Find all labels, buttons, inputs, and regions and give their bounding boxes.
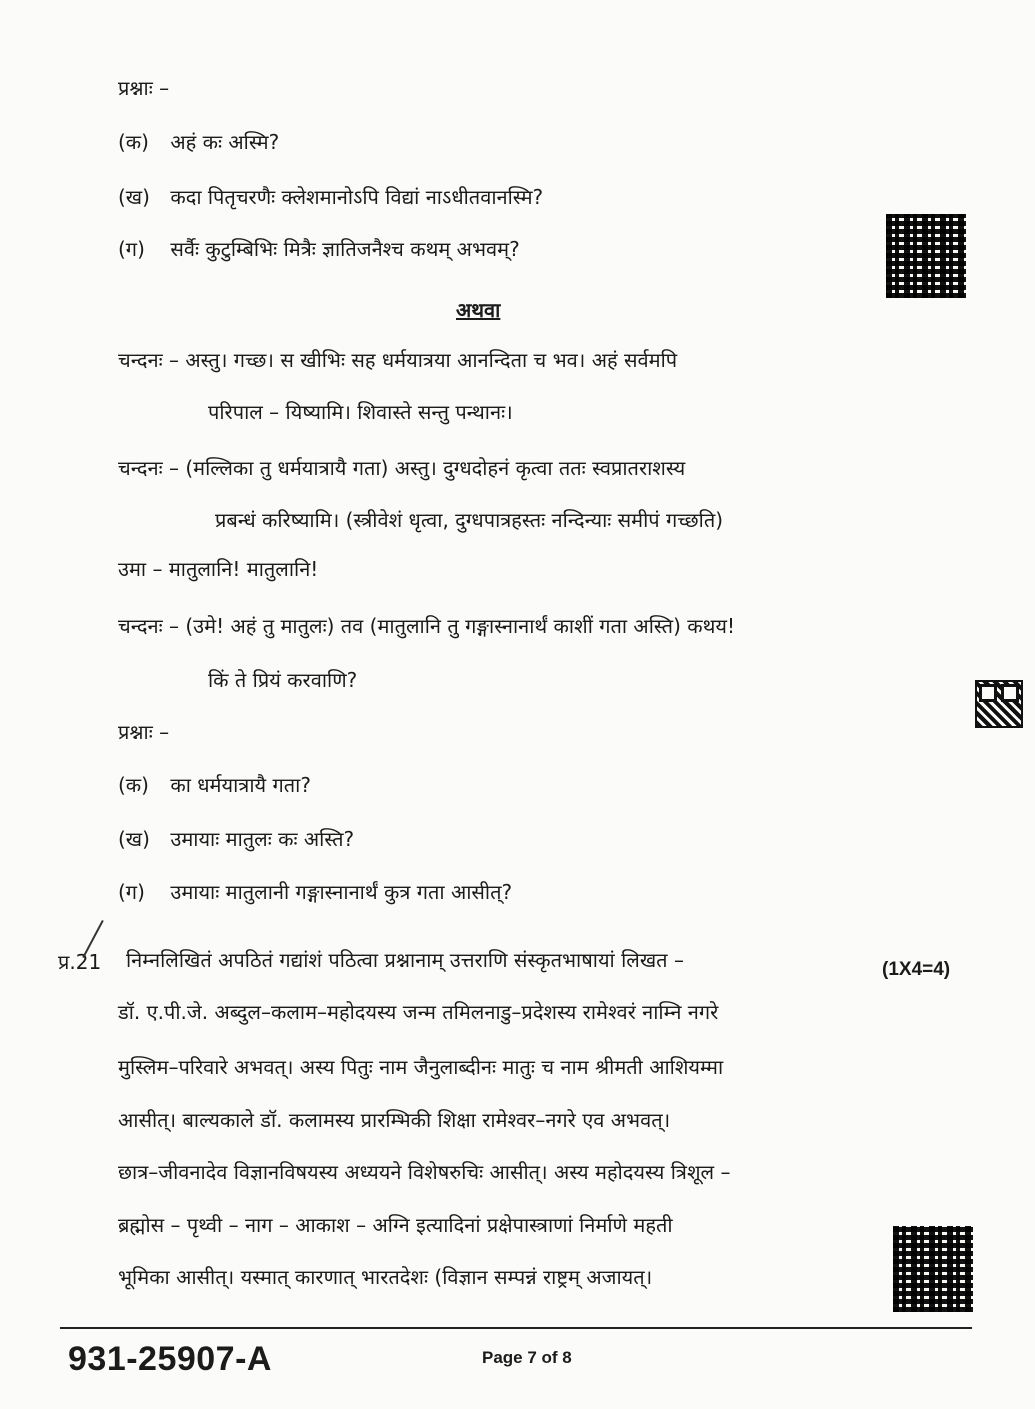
dialogue-line-4: प्रबन्धं करिष्यामि। (स्त्रीवेशं धृत्वा, दुग्धपात्रहस्तः नन्दिन्याः समीपं गच्छति) [215,508,724,532]
option-label: (ख) [118,185,150,209]
dialogue-line-1: चन्दनः – अस्तु। गच्छ। स खीभिः सह धर्मयात्रया आनन्दिता च भव। अहं सर्वमपि [118,348,678,372]
dialogue-line-6: चन्दनः – (उमे! अहं तु मातुलः) तव (मातुलानि तु गङ्गास्नानार्थं काशीं गता अस्ति) कथय! [118,614,735,638]
athava-heading: अथवा [456,298,501,322]
passage-line-5: ब्रह्मोस – पृथ्वी – नाग – आकाश – अग्नि इत्यादिनां प्रक्षेपास्त्राणां निर्माणे महती [118,1213,673,1237]
qr-code-small [975,680,1023,728]
option-text: उमायाः मातुलानी गङ्गास्नानार्थं कुत्र गता आसीत्? [170,880,513,904]
question-2-k [118,771,311,798]
questions-heading-1: प्रश्नाः – [118,76,170,100]
question-number: प्र.21 [58,950,102,974]
question-1-g [118,235,520,262]
question-2-g [118,878,512,905]
option-label: (ग) [118,880,145,904]
datamatrix-code-top [886,214,966,298]
questions-heading-2: प्रश्नाः – [118,720,170,744]
question-21-instruction: निम्नलिखितं अपठितं गद्यांशं पठित्वा प्रश्नानाम् उत्तराणि संस्कृतभाषायां लिखत – [126,948,684,972]
datamatrix-code-bottom [893,1226,973,1312]
question-1-kh [118,183,543,210]
dialogue-line-2: परिपाल – यिष्यामि। शिवास्ते सन्तु पन्थानः। [208,400,513,424]
passage-line-4: छात्र–जीवनादेव विज्ञानविषयस्य अध्ययने विशेषरुचिः आसीत्। अस्य महोदयस्य त्रिशूल – [118,1160,731,1184]
dialogue-line-3: चन्दनः – (मल्लिका तु धर्मयात्रायै गता) अस्तु। दुग्धदोहनं कृत्वा ततः स्वप्रातराशस्य [118,456,686,480]
question-1-k [118,128,279,155]
passage-line-3: आसीत्। बाल्यकाले डॉ. कलामस्य प्रारम्भिकी शिक्षा रामेश्वर–नगरे एव अभवत्। [118,1108,671,1132]
option-text: सर्वैः कुटुम्बिभिः मित्रैः ज्ञातिजनैश्च कथम् अभवम्? [170,237,520,261]
passage-line-2: मुस्लिम–परिवारे अभवत्। अस्य पितुः नाम जैनुलाब्दीनः मातुः च नाम श्रीमती आशियम्मा [118,1055,724,1079]
page-number: Page 7 of 8 [482,1348,572,1367]
option-text: का धर्मयात्रायै गता? [170,773,311,797]
option-label: (क) [118,130,149,154]
option-text: अहं कः अस्मि? [170,130,280,154]
option-text: कदा पितृचरणैः क्लेशमानोऽपि विद्यां नाऽधीतवानस्मि? [170,185,544,209]
paper-code: 931-25907-A [68,1340,272,1378]
question-2-kh [118,825,354,852]
dialogue-line-7: किं ते प्रियं करवाणि? [208,668,358,692]
option-label: (ख) [118,827,150,851]
passage-line-1: डॉ. ए.पी.जे. अब्दुल–कलाम–महोदयस्य जन्म तमिलनाडु–प्रदेशस्य रामेश्वरं नाम्नि नगरे [118,1000,719,1024]
option-label: (ग) [118,237,145,261]
option-text: उमायाः मातुलः कः अस्ति? [170,827,355,851]
option-label: (क) [118,773,149,797]
dialogue-line-5: उमा – मातुलानि! मातुलानि! [118,557,319,581]
passage-line-6: भूमिका आसीत्। यस्मात् कारणात् भारतदेशः (विज्ञान सम्पन्नं राष्ट्रम् अजायत्। [118,1265,653,1289]
footer-rule [60,1327,972,1329]
marks-label: (1X4=4) [882,959,951,980]
